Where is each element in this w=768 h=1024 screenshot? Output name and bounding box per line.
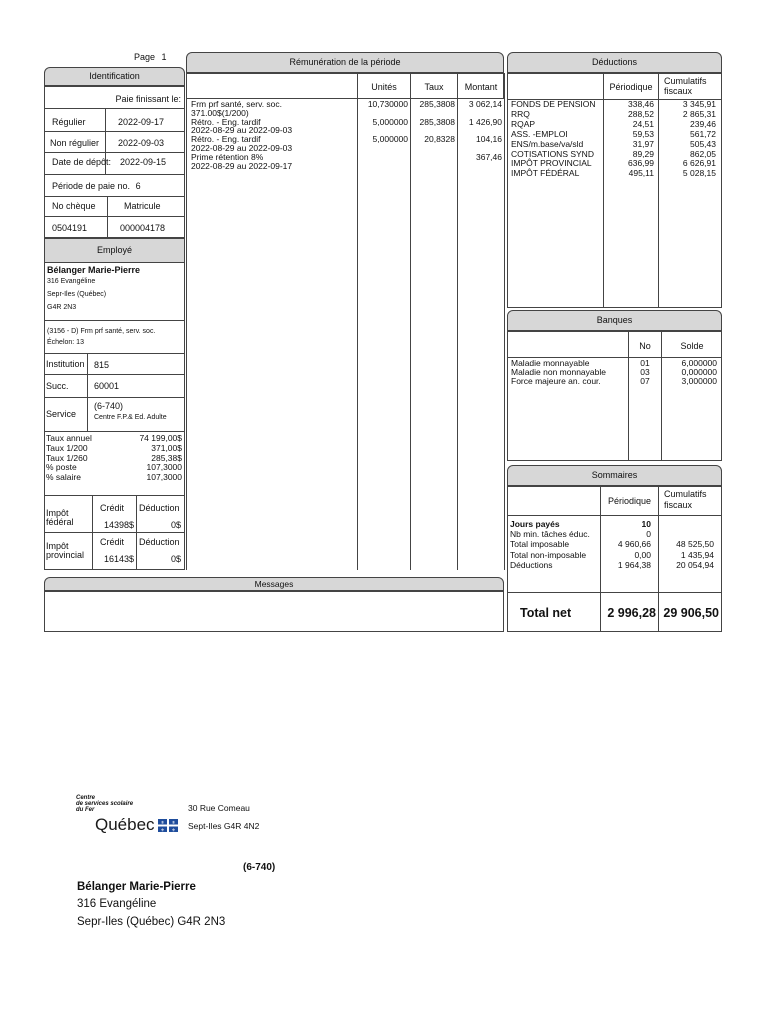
banks-numbers bbox=[629, 359, 661, 385]
summary-label: Total non-imposable bbox=[510, 549, 587, 560]
rate-value: 371,00$ bbox=[151, 442, 182, 453]
deduction-name: FONDS DE PENSION bbox=[511, 99, 596, 109]
matricule-label: Matricule bbox=[124, 201, 161, 211]
employee-header: Employé bbox=[45, 239, 184, 262]
identification-header: Identification bbox=[44, 67, 185, 86]
fed-label2: fédéral bbox=[46, 517, 74, 527]
rate-value: 285,3808 bbox=[419, 116, 455, 127]
remuneration-amounts bbox=[458, 100, 502, 162]
summary-label: Déductions bbox=[510, 559, 553, 570]
deduction-cumul: 505,43 bbox=[690, 138, 716, 149]
deduction-cumul: 3 345,91 bbox=[682, 99, 716, 109]
deductions-period bbox=[604, 100, 654, 179]
deduction-cumul: 6 626,91 bbox=[682, 158, 716, 169]
divider bbox=[44, 397, 185, 398]
fed-deduction: 0$ bbox=[170, 520, 181, 530]
recipient-street: 316 Evangéline bbox=[77, 898, 157, 910]
pay-period-number bbox=[52, 181, 141, 191]
succ-value: 60001 bbox=[94, 381, 120, 391]
employee-name: Bélanger Marie-Pierre bbox=[47, 265, 141, 275]
summaries-col-cumul1: Cumulatifs bbox=[664, 489, 707, 499]
deduction-cumul: 862,05 bbox=[690, 148, 716, 159]
rate-label: % poste bbox=[46, 462, 77, 473]
deduction-name: RRQ bbox=[511, 108, 530, 119]
rate-label: Taux 1/260 bbox=[46, 452, 88, 463]
fed-deduction-label: Déduction bbox=[139, 503, 180, 513]
deductions-col-period: Périodique bbox=[609, 82, 653, 92]
svg-text:⚜: ⚜ bbox=[160, 828, 165, 832]
matricule-number: 000004178 bbox=[120, 223, 166, 233]
divider bbox=[44, 196, 185, 197]
summary-cumul bbox=[659, 519, 714, 529]
rate-value: 20,8328 bbox=[424, 134, 455, 145]
divider bbox=[410, 73, 411, 570]
logo-name: Québec bbox=[95, 815, 155, 834]
remuneration-line: Frm prf santé, serv. soc. bbox=[191, 99, 283, 109]
bank-number: 01 bbox=[640, 358, 650, 368]
regular-label: Régulier bbox=[52, 117, 86, 127]
bank-name: Maladie monnayable bbox=[511, 358, 590, 368]
summary-cumul: 1 435,94 bbox=[680, 549, 714, 560]
logo-line2: de services scolaire bbox=[76, 801, 134, 807]
cheque-label: No chèque bbox=[52, 201, 96, 211]
deductions-names bbox=[511, 100, 603, 179]
rates-block bbox=[46, 434, 182, 483]
prov-label2: provincial bbox=[46, 550, 85, 560]
divider bbox=[44, 532, 185, 533]
summary-label: Jours payés bbox=[510, 519, 560, 529]
recipient-city: Sepr-Iles (Québec) G4R 2N3 bbox=[77, 916, 226, 928]
fed-credit-label: Crédit bbox=[100, 503, 125, 513]
remuneration-line: 371.00$(1/200) bbox=[191, 107, 249, 118]
deduction-period: 59,53 bbox=[632, 128, 654, 139]
rate-row bbox=[46, 473, 182, 483]
pay-period-end-label: Paie finissant le: bbox=[115, 94, 181, 104]
remuneration-line: Rétro. - Eng. tardif bbox=[191, 134, 261, 145]
summaries-col-period: Périodique bbox=[607, 496, 652, 506]
col-rate: Taux bbox=[424, 82, 444, 92]
succ-label: Succ. bbox=[46, 381, 69, 391]
logo-line3: du Fer bbox=[76, 807, 95, 813]
rate-value: 107,3000 bbox=[146, 472, 182, 483]
deduction-period: 89,29 bbox=[632, 148, 654, 159]
employee-echelon: Échelon: 13 bbox=[47, 339, 84, 346]
footer-service-code: (6-740) bbox=[243, 862, 276, 873]
summary-label: Nb min. tâches éduc. bbox=[510, 529, 590, 540]
recipient-name: Bélanger Marie-Pierre bbox=[77, 881, 196, 893]
divider bbox=[44, 320, 185, 321]
banks-col-no: No bbox=[639, 341, 651, 351]
rate-label: Taux annuel bbox=[46, 433, 92, 443]
fed-credit: 14398$ bbox=[103, 520, 134, 530]
summary-cumul bbox=[659, 529, 714, 539]
summary-cumul: 20 054,94 bbox=[676, 559, 714, 570]
employee-address1: 316 Evangéline bbox=[47, 278, 96, 285]
deduction-cumul: 561,72 bbox=[690, 128, 716, 139]
deduction-period: 288,52 bbox=[628, 108, 654, 119]
messages-header: Messages bbox=[44, 577, 504, 591]
summary-label: Total imposable bbox=[510, 539, 570, 550]
banks-balances bbox=[662, 359, 717, 385]
bank-balance: 3,000000 bbox=[681, 375, 717, 386]
deductions-col-cumul1: Cumulatifs bbox=[664, 76, 707, 86]
page-label: Page bbox=[134, 52, 156, 62]
summaries-period bbox=[601, 519, 651, 570]
divider bbox=[44, 353, 185, 354]
deduction-name: ASS. -EMPLOI bbox=[511, 128, 568, 139]
divider bbox=[87, 353, 88, 431]
units-value: 5,000000 bbox=[372, 134, 408, 145]
deposit-date: 2022-09-15 bbox=[120, 157, 167, 167]
employee-job: (3156 - D) Frm prf santé, serv. soc. bbox=[47, 328, 156, 335]
amount-value: 3 062,14 bbox=[468, 99, 502, 109]
divider bbox=[186, 99, 187, 570]
rate-value: 285,38$ bbox=[151, 452, 182, 463]
net-total-period: 2 996,28 bbox=[607, 606, 656, 620]
deduction-name: IMPÔT PROVINCIAL bbox=[511, 158, 592, 169]
banks-names bbox=[511, 359, 627, 385]
amount-value: 1 426,90 bbox=[468, 116, 502, 127]
banks-col-balance: Solde bbox=[680, 341, 704, 351]
prov-credit: 16143$ bbox=[103, 554, 134, 564]
rate-value: 107,3000 bbox=[146, 462, 182, 473]
org-city: Sept-Iles G4R 4N2 bbox=[188, 821, 260, 831]
irregular-date: 2022-09-03 bbox=[118, 138, 165, 148]
col-units: Unités bbox=[371, 82, 397, 92]
deductions-header: Déductions bbox=[507, 52, 722, 73]
divider bbox=[44, 152, 185, 153]
divider bbox=[44, 216, 185, 217]
divider bbox=[44, 108, 185, 109]
employee-postal: G4R 2N3 bbox=[47, 304, 77, 311]
divider bbox=[44, 495, 185, 496]
deduction-period: 636,99 bbox=[628, 158, 654, 169]
deduction-period: 31,97 bbox=[632, 138, 654, 149]
divider bbox=[44, 431, 185, 432]
service-code: (6-740) bbox=[94, 401, 124, 411]
divider bbox=[107, 196, 108, 238]
org-street: 30 Rue Comeau bbox=[188, 803, 250, 813]
divider bbox=[44, 262, 185, 263]
deduction-name: ENS/m.base/va/sld bbox=[511, 138, 584, 149]
rate-label: Taux 1/200 bbox=[46, 442, 88, 453]
bank-balance: 0,000000 bbox=[681, 366, 717, 377]
divider bbox=[44, 374, 185, 375]
divider bbox=[504, 73, 505, 570]
summaries-header: Sommaires bbox=[507, 465, 722, 486]
logo-line1: Centre bbox=[76, 795, 96, 801]
units-value: 5,000000 bbox=[372, 116, 408, 127]
service-name: Centre F.P.& Ed. Adulte bbox=[94, 414, 167, 421]
quebec-flag-icon bbox=[158, 819, 178, 832]
rate-value: 74 199,00$ bbox=[139, 433, 182, 443]
summaries-labels bbox=[510, 519, 600, 570]
deduction-name: RQAP bbox=[511, 118, 536, 129]
employee-address2: Sepr-Iles (Québec) bbox=[47, 291, 107, 298]
summary-cumul: 48 525,50 bbox=[676, 539, 714, 550]
irregular-label: Non régulier bbox=[50, 138, 100, 148]
divider bbox=[44, 131, 185, 132]
deduction-name: COTISATIONS SYND bbox=[511, 148, 594, 159]
deductions-cumul bbox=[659, 100, 716, 179]
net-total-label: Total net bbox=[520, 606, 572, 620]
col-amount: Montant bbox=[464, 82, 498, 92]
prov-deduction: 0$ bbox=[170, 554, 181, 564]
summary-period: 1 964,38 bbox=[617, 559, 651, 570]
remuneration-header: Rémunération de la période bbox=[186, 52, 504, 73]
bank-name: Maladie non monnayable bbox=[511, 366, 606, 377]
remuneration-line: 2022-08-29 au 2022-09-03 bbox=[191, 125, 293, 136]
remuneration-line: 2022-08-29 au 2022-09-17 bbox=[191, 160, 293, 171]
net-total-cumul: 29 906,50 bbox=[663, 606, 719, 620]
remuneration-units bbox=[358, 100, 408, 144]
prov-credit-label: Crédit bbox=[100, 537, 125, 547]
deductions-col-cumul2: fiscaux bbox=[664, 86, 693, 96]
summary-period: 0,00 bbox=[634, 549, 651, 560]
service-label: Service bbox=[46, 409, 77, 419]
units-value: 10,730000 bbox=[367, 99, 408, 109]
summaries-cumul bbox=[659, 519, 714, 570]
deduction-period: 24,51 bbox=[632, 118, 654, 129]
remuneration-line: Prime rétention 8% bbox=[191, 151, 264, 162]
institution-value: 815 bbox=[94, 360, 110, 370]
deduction-period: 495,11 bbox=[628, 168, 654, 179]
divider bbox=[507, 515, 722, 516]
bank-balance: 6,000000 bbox=[681, 358, 717, 368]
bank-number: 07 bbox=[640, 375, 650, 386]
summary-period: 0 bbox=[646, 529, 651, 540]
svg-text:⚜: ⚜ bbox=[160, 820, 165, 826]
pay-period-label: Période de paie no. bbox=[52, 181, 131, 191]
remuneration-rates bbox=[411, 100, 455, 144]
fed-label1: Impôt bbox=[46, 508, 69, 518]
deduction-cumul: 5 028,15 bbox=[682, 168, 716, 179]
deduction-cumul: 2 865,31 bbox=[682, 108, 716, 119]
remuneration-line: 2022-08-29 au 2022-09-03 bbox=[191, 142, 293, 153]
svg-text:⚜: ⚜ bbox=[171, 820, 176, 826]
logo-wordmark bbox=[95, 815, 178, 835]
page-number bbox=[134, 52, 167, 62]
cheque-number: 0504191 bbox=[52, 223, 88, 233]
page-value: 1 bbox=[161, 52, 167, 62]
deduction-period: 338,46 bbox=[628, 99, 654, 109]
bank-name: Force majeure an. cour. bbox=[511, 375, 601, 386]
deduction-name: IMPÔT FÉDÉRAL bbox=[511, 168, 580, 179]
prov-deduction-label: Déduction bbox=[139, 537, 180, 547]
summaries-col-cumul2: fiscaux bbox=[664, 500, 693, 510]
divider bbox=[357, 73, 358, 570]
rate-label: % salaire bbox=[46, 472, 81, 483]
svg-text:⚜: ⚜ bbox=[171, 828, 176, 832]
banks-header: Banques bbox=[507, 310, 722, 331]
summary-period: 4 960,66 bbox=[617, 539, 651, 550]
prov-label1: Impôt bbox=[46, 541, 69, 551]
institution-label: Institution bbox=[46, 359, 85, 369]
amount-value: 367,46 bbox=[476, 151, 502, 162]
amount-value: 104,16 bbox=[476, 134, 502, 145]
regular-date: 2022-09-17 bbox=[118, 117, 165, 127]
summary-period: 10 bbox=[641, 519, 651, 529]
remuneration-line: Rétro. - Eng. tardif bbox=[191, 116, 261, 127]
deduction-cumul: 239,46 bbox=[690, 118, 716, 129]
pay-period-value: 6 bbox=[135, 181, 141, 191]
messages-panel bbox=[44, 591, 504, 632]
deposit-label: Date de dépôt: bbox=[52, 157, 112, 167]
rate-value: 285,3808 bbox=[419, 99, 455, 109]
divider bbox=[44, 174, 185, 175]
remuneration-descriptions bbox=[191, 100, 356, 170]
bank-number: 03 bbox=[640, 366, 650, 377]
org-logo bbox=[76, 795, 186, 835]
divider bbox=[507, 592, 722, 593]
